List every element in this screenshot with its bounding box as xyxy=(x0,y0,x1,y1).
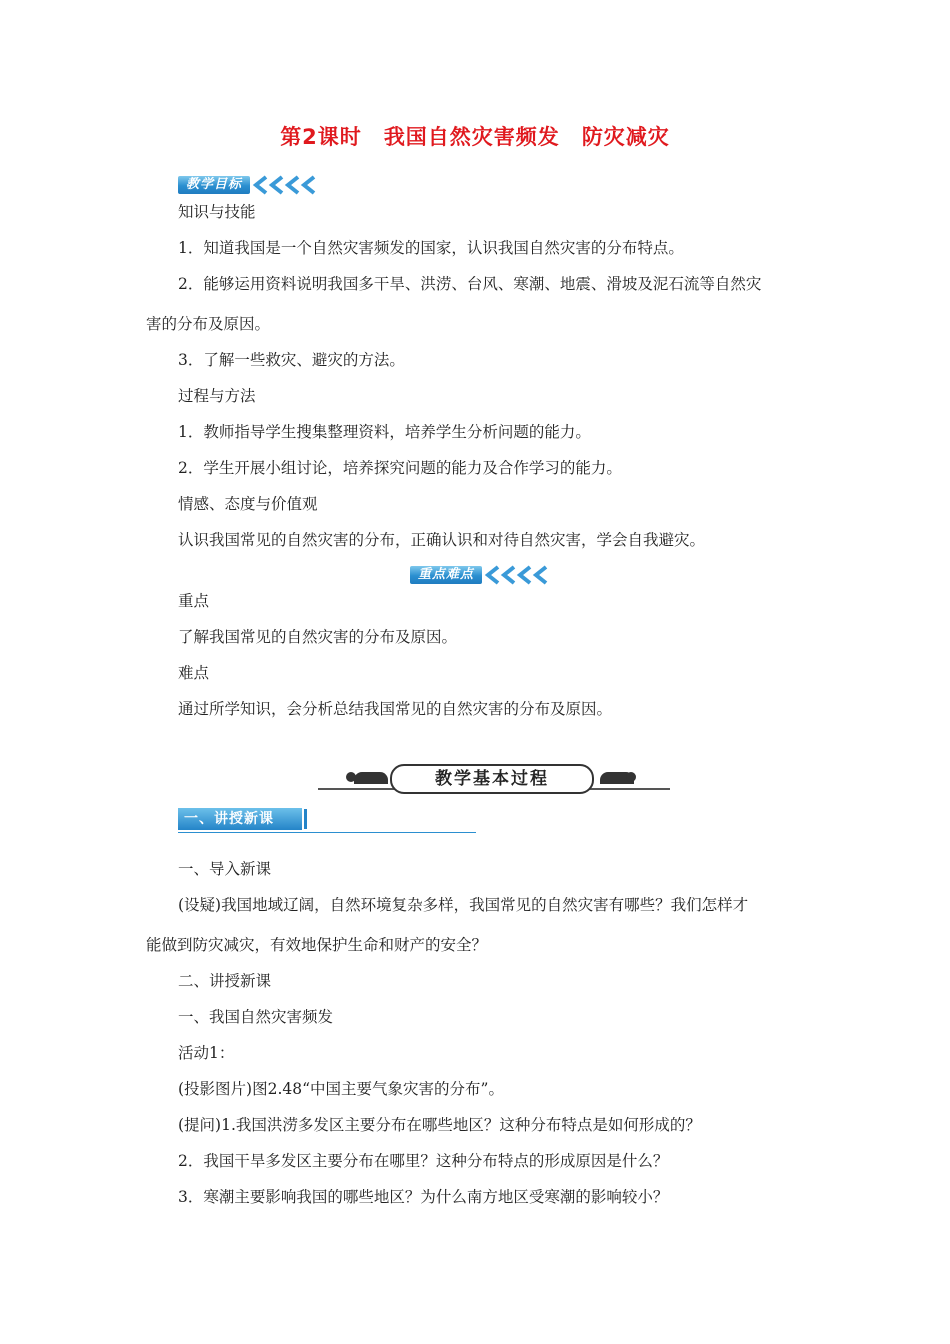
question-3: 3．寒潮主要影响我国的哪些地区？为什么南方地区受寒潮的影响较小？ xyxy=(178,1188,669,1206)
key-points-banner xyxy=(410,564,556,586)
process-heading: 过程与方法 xyxy=(178,387,256,405)
section-1-heading: 一、我国自然灾害频发 xyxy=(178,1008,334,1026)
difficulty-heading: 难点 xyxy=(178,664,210,682)
process-banner-dot-left xyxy=(346,772,356,782)
focus-text: 了解我国常见的自然灾害的分布及原因。 xyxy=(178,628,458,646)
process-banner-label: 教学基本过程 xyxy=(390,764,594,794)
title-lesson-number: 第2课时 xyxy=(280,125,362,149)
knowledge-item-3: 3．了解一些救灾、避灾的方法。 xyxy=(178,351,405,369)
lecture-banner-underline xyxy=(178,832,476,833)
intro-heading: 一、导入新课 xyxy=(178,860,272,878)
chevrons-icon xyxy=(252,174,324,196)
intro-text: (设疑)我国地域辽阔，自然环境复杂多样，我国常见的自然灾害有哪些？我们怎样才 xyxy=(178,896,749,914)
page-title xyxy=(0,121,950,151)
difficulty-text: 通过所学知识，会分析总结我国常见的自然灾害的分布及原因。 xyxy=(178,700,613,718)
activity-label: 活动1： xyxy=(178,1044,235,1062)
lecture-banner xyxy=(178,808,476,836)
lecture-banner-label: 一、讲授新课 xyxy=(178,808,302,830)
process-banner-cap-left xyxy=(354,772,388,784)
intro-text-cont: 能做到防灾减灾，有效地保护生命和财产的安全？ xyxy=(146,936,488,954)
knowledge-item-2: 2．能够运用资料说明我国多干旱、洪涝、台风、寒潮、地震、滑坡及泥石流等自然灾 xyxy=(178,275,762,293)
knowledge-item-1: 1．知道我国是一个自然灾害频发的国家，认识我国自然灾害的分布特点。 xyxy=(178,239,684,257)
objectives-banner-label: 教学目标 xyxy=(178,176,250,194)
knowledge-item-2-cont: 害的分布及原因。 xyxy=(146,315,271,333)
question-1: (提问)1.我国洪涝多发区主要分布在哪些地区？这种分布特点是如何形成的？ xyxy=(178,1116,701,1134)
process-item-1: 1．教师指导学生搜集整理资料，培养学生分析问题的能力。 xyxy=(178,423,591,441)
key-points-banner-label: 重点难点 xyxy=(410,566,482,584)
question-2: 2．我国干旱多发区主要分布在哪里？这种分布特点的形成原因是什么？ xyxy=(178,1152,669,1170)
emotion-heading: 情感、态度与价值观 xyxy=(178,495,318,513)
title-subtopic: 防灾减灾 xyxy=(581,125,670,149)
process-banner xyxy=(318,760,670,796)
knowledge-heading: 知识与技能 xyxy=(178,203,256,221)
emotion-item: 认识我国常见的自然灾害的分布，正确认识和对待自然灾害，学会自我避灾。 xyxy=(178,531,706,549)
lecture-banner-bar xyxy=(304,809,307,829)
process-item-2: 2．学生开展小组讨论，培养探究问题的能力及合作学习的能力。 xyxy=(178,459,622,477)
projection-text: (投影图片)图2.48“中国主要气象灾害的分布”。 xyxy=(178,1080,504,1098)
lecture-heading: 二、讲授新课 xyxy=(178,972,272,990)
process-banner-dot-right xyxy=(626,772,636,782)
focus-heading: 重点 xyxy=(178,592,210,610)
chevrons-icon xyxy=(484,564,556,586)
objectives-banner xyxy=(178,174,324,196)
title-topic: 我国自然灾害频发 xyxy=(383,125,560,149)
